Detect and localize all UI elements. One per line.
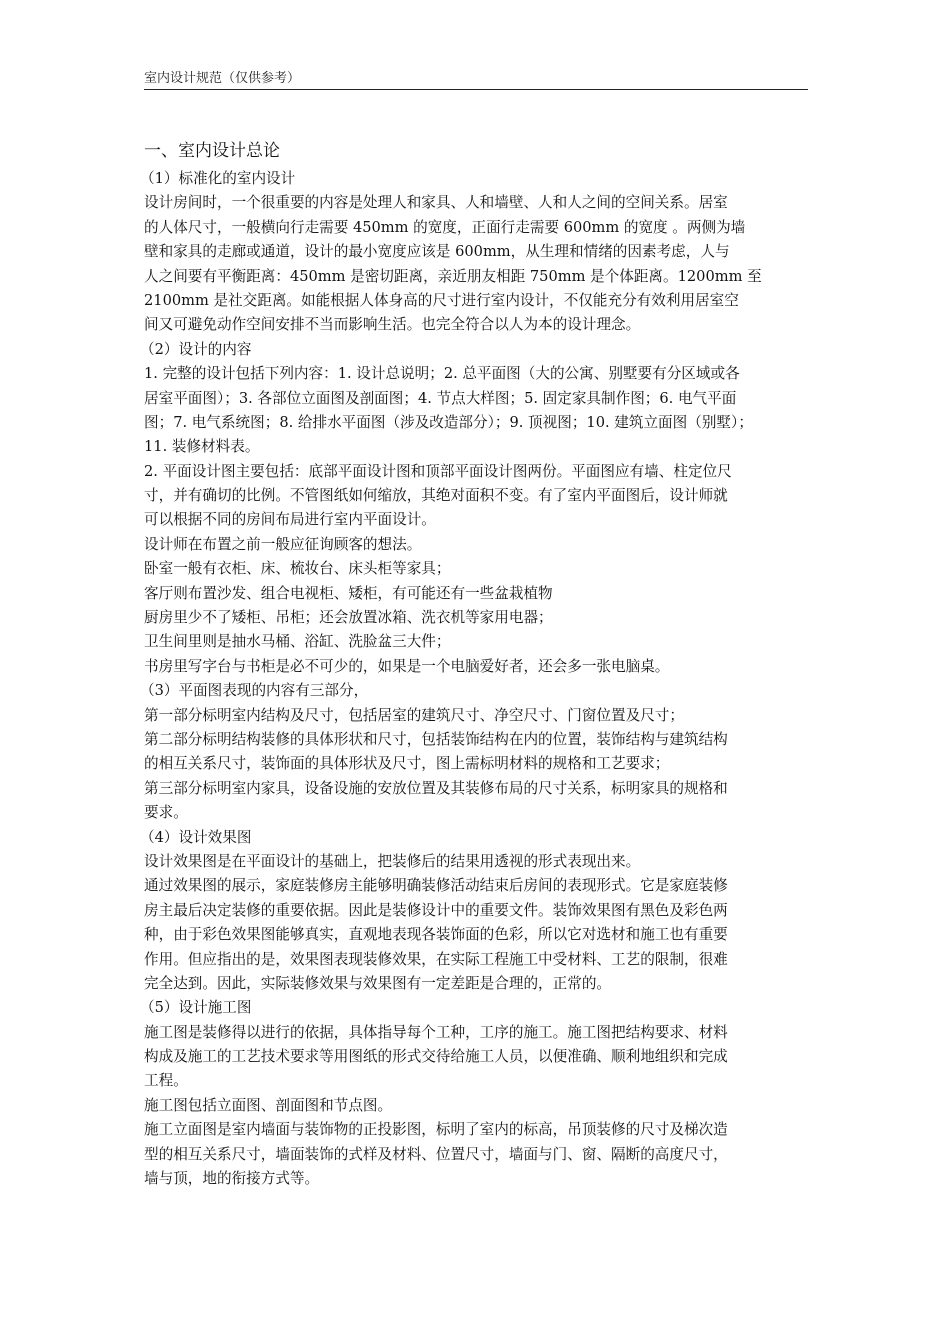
subsection-title: （3）平面图表现的内容有三部分， — [140, 682, 369, 700]
paragraph-line: 壁和家具的走廊或通道，设计的最小宽度应该是 600mm，从生理和情绪的因素考虑，人与 — [144, 243, 730, 261]
subsection-title: （5）设计施工图 — [140, 999, 252, 1017]
paragraph-line: 通过效果图的展示，家庭装修房主能够明确装修活动结束后房间的表现形式。它是家庭装修 — [144, 877, 728, 895]
subsection-title: （1）标准化的室内设计 — [140, 170, 296, 187]
paragraph-line: 图；7. 电气系统图；8. 给排水平面图（涉及改造部分）；9. 顶视图；10. 建筑立面图（别墅）； — [144, 413, 753, 431]
paragraph-line: 型的相互关系尺寸，墙面装饰的式样及材料、位置尺寸，墙面与门、窗、隔断的高度尺寸， — [144, 1145, 728, 1163]
paragraph-line: 可以根据不同的房间布局进行室内平面设计。 — [144, 511, 436, 529]
paragraph-line: 要求。 — [144, 804, 188, 822]
paragraph-line: 2. 平面设计图主要包括：底部平面设计图和顶部平面设计图两份。平面图应有墙、柱定位尺 — [144, 462, 732, 480]
paragraph-line: 设计房间时，一个很重要的内容是处理人和家具、人和墙壁、人和人之间的空间关系。居室 — [144, 194, 728, 212]
paragraph-line: 墙与顶，地的衔接方式等。 — [144, 1170, 320, 1188]
paragraph-line: 卧室一般有衣柜、床、梳妆台、床头柜等家具； — [144, 560, 451, 578]
header-title: 室内设计规范（仅供参考） — [144, 71, 301, 86]
page-header — [144, 70, 808, 90]
paragraph-line: 种，由于彩色效果图能够真实，直观地表现各装饰面的色彩，所以它对选材和施工也有重要 — [144, 926, 728, 944]
paragraph-line: 完全达到。因此，实际装修效果与效果图有一定差距是合理的，正常的。 — [144, 974, 612, 992]
paragraph-line: 施工图包括立面图、剖面图和节点图。 — [144, 1096, 393, 1114]
paragraph-line: 构成及施工的工艺技术要求等用图纸的形式交待给施工人员，以便准确、顺利地组织和完成 — [144, 1048, 728, 1066]
paragraph-line: 第三部分标明室内家具，设备设施的安放位置及其装修布局的尺寸关系，标明家具的规格和 — [144, 779, 728, 797]
paragraph-line: 施工图是装修得以进行的依据，具体指导每个工种，工序的施工。施工图把结构要求、材料 — [144, 1023, 728, 1041]
paragraph-line: 设计效果图是在平面设计的基础上，把装修后的结果用透视的形式表现出来。 — [144, 852, 641, 870]
paragraph-line: 2100mm 是社交距离。如能根据人体身高的尺寸进行室内设计，不仅能充分有效利用居室空 — [144, 291, 739, 309]
paragraph-line: 客厅则布置沙发、组合电视柜、矮柜，有可能还有一些盆栽植物 — [144, 584, 553, 602]
paragraph-line: 房主最后决定装修的重要依据。因此是装修设计中的重要文件。装饰效果图有黑色及彩色两 — [144, 901, 728, 919]
paragraph-line: 书房里写字台与书柜是必不可少的，如果是一个电脑爱好者，还会多一张电脑桌。 — [144, 657, 670, 675]
paragraph-line: 间又可避免动作空间安排不当而影响生活。也完全符合以人为本的设计理念。 — [144, 316, 641, 334]
paragraph-line: 卫生间里则是抽水马桶、浴缸、洗脸盆三大件； — [144, 633, 451, 651]
paragraph-line: 寸，并有确切的比例。不管图纸如何缩放，其绝对面积不变。有了室内平面图后，设计师就 — [144, 487, 728, 505]
paragraph-line: 工程。 — [144, 1072, 188, 1090]
paragraph-line: 施工立面图是室内墙面与装饰物的正投影图，标明了室内的标高，吊顶装修的尺寸及梯次造 — [144, 1121, 728, 1139]
subsection-title: （2）设计的内容 — [140, 340, 252, 358]
section-heading: 一、室内设计总论 — [144, 141, 280, 161]
paragraph-line: 的相互关系尺寸，装饰面的具体形状及尺寸，图上需标明材料的规格和工艺要求； — [144, 755, 670, 773]
paragraph-line: 人之间要有平衡距离：450mm 是密切距离，亲近朋友相距 750mm 是个体距离。1200mm 至 — [144, 267, 762, 285]
paragraph-line: 作用。但应指出的是，效果图表现装修效果，在实际工程施工中受材料、工艺的限制，很难 — [144, 950, 728, 968]
paragraph-line: 厨房里少不了矮柜、吊柜；还会放置冰箱、洗衣机等家用电器； — [144, 609, 553, 627]
paragraph-line: 设计师在布置之前一般应征询顾客的想法。 — [144, 535, 422, 553]
subsection-title: （4）设计效果图 — [140, 828, 252, 846]
paragraph-line: 11. 装修材料表。 — [144, 438, 260, 456]
paragraph-line: 第一部分标明室内结构及尺寸，包括居室的建筑尺寸、净空尺寸、门窗位置及尺寸； — [144, 706, 684, 724]
paragraph-line: 居室平面图）；3. 各部位立面图及剖面图；4. 节点大样图；5. 固定家具制作图；6. 电气平面 — [144, 389, 737, 407]
document-body — [140, 139, 808, 1191]
paragraph-line: 1. 完整的设计包括下列内容：1. 设计总说明；2. 总平面图（大的公寓、别墅要有分区域或各 — [144, 365, 740, 383]
paragraph-line: 的人体尺寸，一般横向行走需要 450mm 的宽度，正面行走需要 600mm 的宽度 。两侧为墙 — [144, 218, 746, 236]
paragraph-line: 第二部分标明结构装修的具体形状和尺寸，包括装饰结构在内的位置，装饰结构与建筑结构 — [144, 730, 728, 748]
